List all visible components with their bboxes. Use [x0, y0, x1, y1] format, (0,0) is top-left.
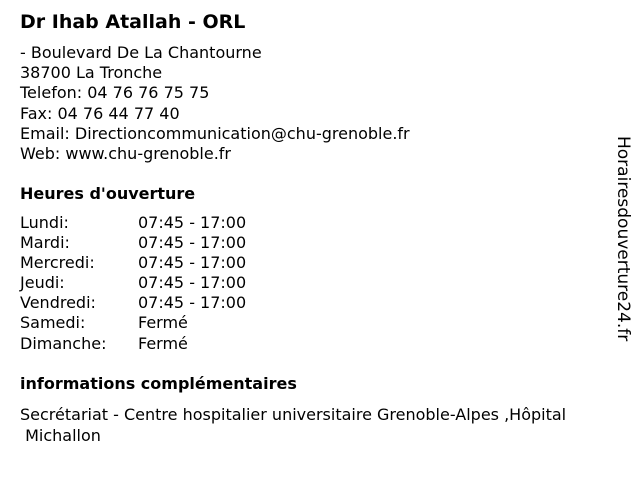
- contact-block: [20, 43, 410, 164]
- hours-value: 07:45 - 17:00: [138, 293, 247, 313]
- address-city: 38700 La Tronche: [20, 63, 163, 83]
- day-label: Mardi:: [20, 233, 70, 253]
- day-label: Lundi:: [20, 213, 69, 232]
- hours-value: 07:45 - 17:00: [138, 273, 247, 293]
- website: Web: www.chu-grenoble.fr: [20, 143, 231, 163]
- info-line: Michallon: [20, 426, 101, 445]
- hours-value: Fermé: [138, 333, 188, 353]
- additional-info-heading: informations complémentaires: [20, 374, 297, 393]
- phone-number: Telefon: 04 76 76 75 75: [20, 83, 210, 103]
- hours-value: Fermé: [138, 313, 188, 333]
- site-watermark: Horairesdouverture24.fr: [613, 136, 633, 342]
- hours-value: 07:45 - 17:00: [138, 253, 247, 273]
- fax-number: Fax: 04 76 44 77 40: [20, 103, 180, 123]
- address-street: - Boulevard De La Chantourne: [20, 43, 262, 62]
- page-title: Dr Ihab Atallah - ORL: [20, 11, 246, 33]
- day-label: Samedi:: [20, 313, 86, 333]
- day-label: Dimanche:: [20, 333, 107, 353]
- day-label: Jeudi:: [20, 273, 65, 293]
- email-address: Email: Directioncommunication@chu-grenoble.fr: [20, 123, 410, 143]
- additional-info-text: [20, 404, 625, 446]
- day-label: Vendredi:: [20, 293, 96, 313]
- opening-hours-heading: Heures d'ouverture: [20, 184, 196, 203]
- hours-value: 07:45 - 17:00: [138, 213, 247, 232]
- info-line: Secrétariat - Centre hospitalier universitaire Grenoble-Alpes ,Hôpital: [20, 405, 567, 424]
- hours-value: 07:45 - 17:00: [138, 233, 247, 253]
- day-label: Mercredi:: [20, 253, 95, 273]
